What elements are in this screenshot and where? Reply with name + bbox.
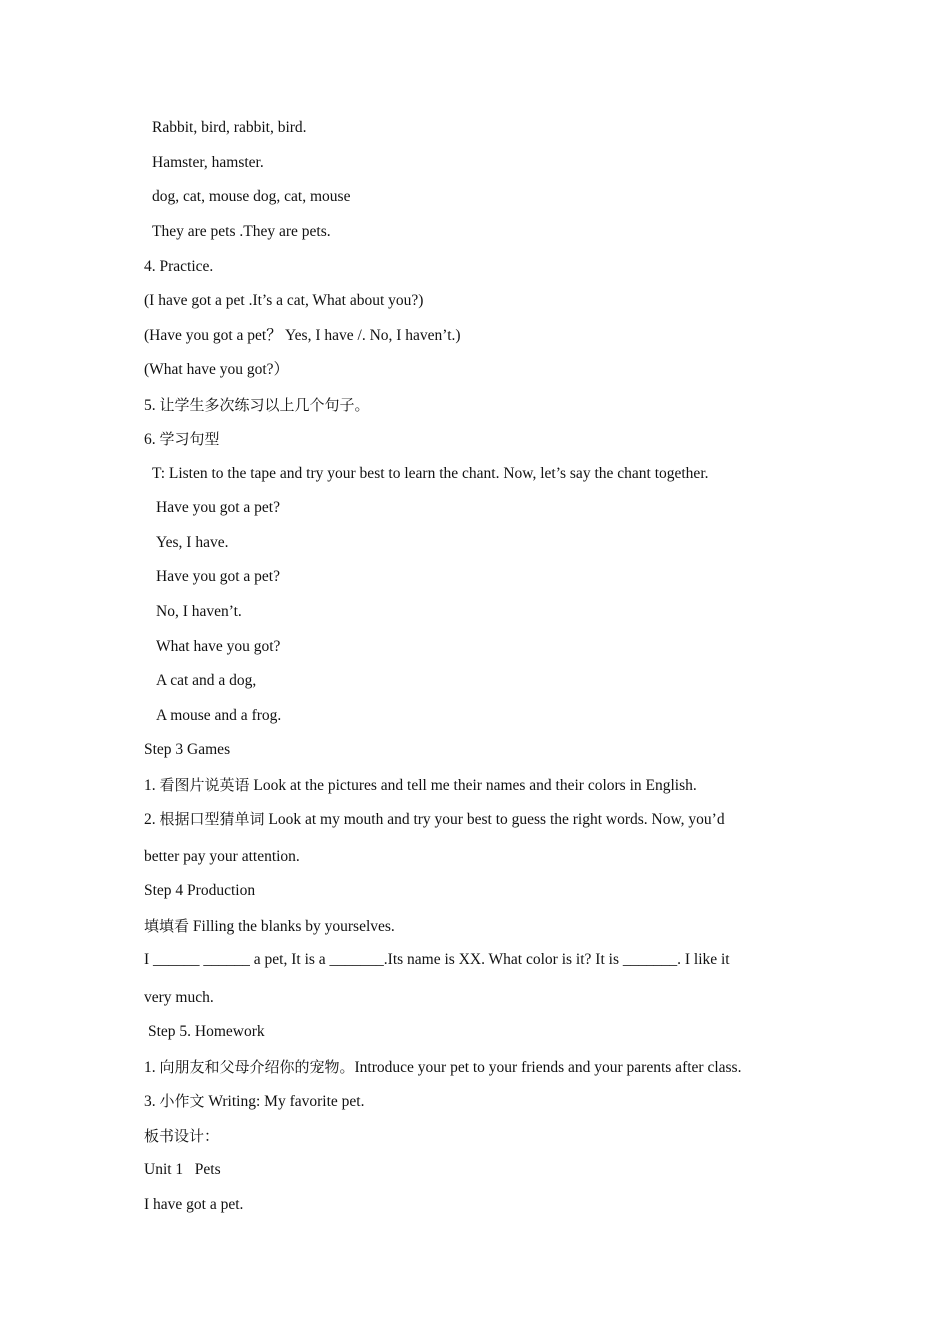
chant-line-1: Rabbit, bird, rabbit, bird. bbox=[152, 119, 307, 136]
dialogue-line-6: A cat and a dog, bbox=[156, 672, 257, 689]
item-text-en: Look at my mouth and try your best to guess the right words. Now, you’d bbox=[264, 811, 725, 828]
practice-sentence-2: (Have you got a pet？ Yes, I have /. No, I haven’t.) bbox=[144, 327, 461, 344]
item-text-en: Look at the pictures and tell me their names and their colors in English. bbox=[249, 777, 697, 794]
fill-blanks-line-2: very much. bbox=[144, 989, 214, 1006]
homework-item-1 bbox=[144, 1057, 741, 1078]
dialogue-line-4: No, I haven’t. bbox=[156, 603, 242, 620]
step5-heading: Step 5. Homework bbox=[148, 1023, 265, 1040]
step3-item-2-continued: better pay your attention. bbox=[144, 848, 300, 865]
dialogue-line-1: Have you got a pet? bbox=[156, 499, 280, 516]
practice-sentence-3: (What have you got?） bbox=[144, 361, 290, 378]
board-sentence: I have got a pet. bbox=[144, 1196, 244, 1213]
dialogue-line-7: A mouse and a frog. bbox=[156, 707, 282, 724]
board-design-heading: 板书设计： bbox=[144, 1127, 220, 1145]
item-text-cn: 学习句型 bbox=[159, 430, 220, 448]
dialogue-line-3: Have you got a pet? bbox=[156, 568, 280, 585]
item-text-cn: 向朋友和父母介绍你的宠物。 bbox=[159, 1058, 355, 1076]
item-number: 1. bbox=[144, 777, 156, 794]
item-text-cn: 小作文 bbox=[159, 1092, 205, 1110]
step-item-6 bbox=[144, 429, 220, 450]
item-number: 1. bbox=[144, 1059, 156, 1076]
step-item-5 bbox=[144, 395, 370, 416]
step3-item-1 bbox=[144, 775, 697, 796]
chant-line-3: dog, cat, mouse dog, cat, mouse bbox=[152, 188, 351, 205]
item-number: 6. bbox=[144, 431, 156, 448]
chant-line-2: Hamster, hamster. bbox=[152, 154, 264, 171]
fill-title-cn: 填填看 bbox=[144, 917, 190, 935]
step4-fill-instruction bbox=[144, 916, 395, 937]
practice-sentence-1: (I have got a pet .It’s a cat, What about you?) bbox=[144, 292, 424, 309]
dialogue-line-2: Yes, I have. bbox=[156, 534, 229, 551]
dialogue-line-5: What have you got? bbox=[156, 638, 281, 655]
item-number: 2. bbox=[144, 811, 156, 828]
chant-line-4: They are pets .They are pets. bbox=[152, 223, 331, 240]
item-text-cn: 根据口型猜单词 bbox=[159, 810, 265, 828]
fill-title-en: Filling the blanks by yourselves. bbox=[189, 918, 395, 935]
step3-heading: Step 3 Games bbox=[144, 741, 231, 758]
practice-heading: 4. Practice. bbox=[144, 258, 214, 275]
item-text-cn: 看图片说英语 bbox=[159, 776, 250, 794]
item-number: 5. bbox=[144, 397, 156, 414]
item-number: 3. bbox=[144, 1093, 156, 1110]
item-text-cn: 让学生多次练习以上几个句子。 bbox=[159, 396, 370, 414]
board-unit-title: Unit 1 Pets bbox=[144, 1161, 221, 1178]
step4-heading: Step 4 Production bbox=[144, 882, 256, 899]
fill-blanks-line-1: I ______ ______ a pet, It is a _______.Its name is XX. What color is it? It is _______. I like it bbox=[144, 951, 730, 968]
step3-item-2 bbox=[144, 809, 725, 830]
homework-item-3 bbox=[144, 1091, 364, 1112]
tape-instruction: T: Listen to the tape and try your best to learn the chant. Now, let’s say the chant together. bbox=[152, 465, 709, 482]
item-text-en: Writing: My favorite pet. bbox=[204, 1093, 365, 1110]
item-text-en: Introduce your pet to your friends and your parents after class. bbox=[354, 1059, 742, 1076]
